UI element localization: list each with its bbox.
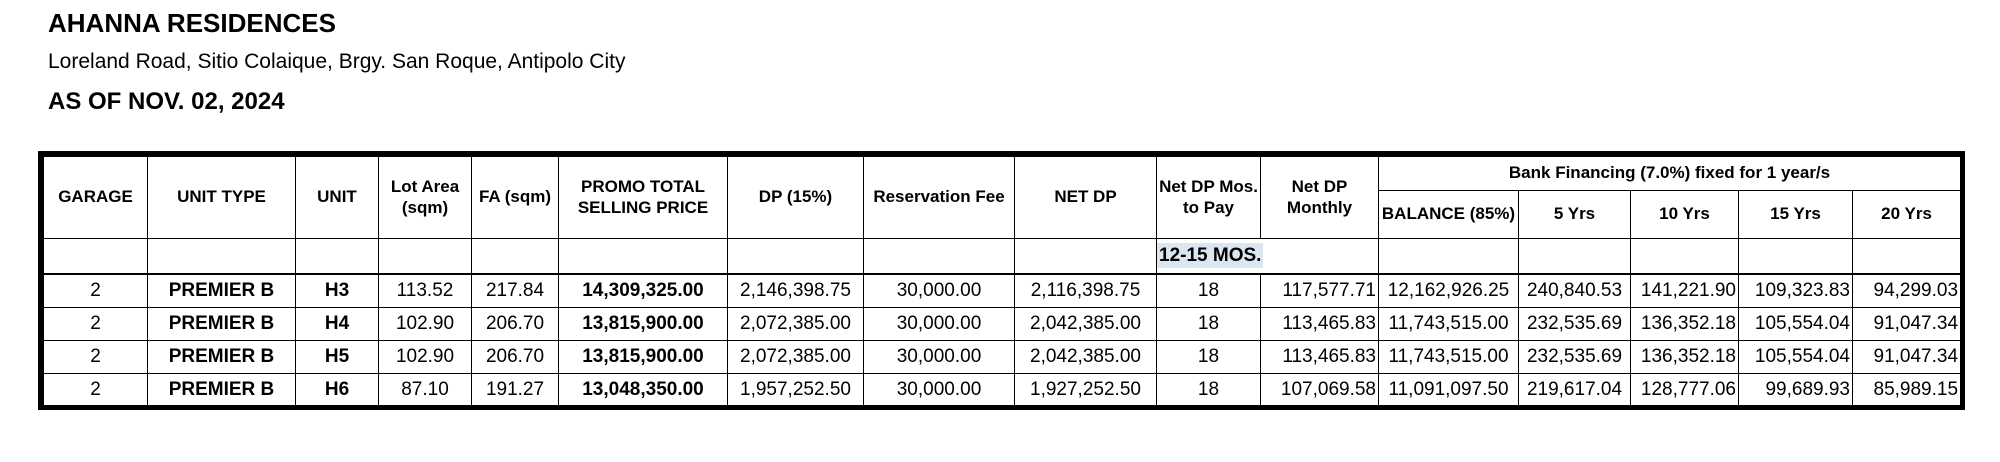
cell-lot-area: 102.90: [379, 341, 472, 374]
cell-y20: 85,989.15: [1853, 374, 1961, 407]
cell-net-dp: 2,042,385.00: [1015, 308, 1157, 341]
cell-balance: 12,162,926.25: [1379, 274, 1519, 308]
cell-dp: 2,072,385.00: [728, 308, 864, 341]
cell-promo-tcp: 14,309,325.00: [559, 274, 728, 308]
col-header-bank-financing: Bank Financing (7.0%) fixed for 1 year/s: [1379, 157, 1961, 191]
table-row: [44, 374, 1961, 407]
table-body: [44, 239, 1961, 407]
cell-y15: 99,689.93: [1739, 374, 1853, 407]
project-address: Loreland Road, Sitio Colaique, Brgy. San Roque, Antipolo City: [48, 50, 626, 73]
cell-promo-tcp: 13,815,900.00: [559, 341, 728, 374]
col-header-20yrs: 20 Yrs: [1853, 191, 1961, 239]
cell-monthly: 113,465.83: [1261, 341, 1379, 374]
cell-dp: 2,072,385.00: [728, 341, 864, 374]
cell-garage: 2: [44, 341, 148, 374]
cell-monthly: 113,465.83: [1261, 308, 1379, 341]
cell-balance: 11,091,097.50: [1379, 374, 1519, 407]
cell-unit-type: PREMIER B: [148, 274, 296, 308]
col-header-10yrs: 10 Yrs: [1631, 191, 1739, 239]
cell-garage: 2: [44, 374, 148, 407]
cell-reservation-fee: 30,000.00: [864, 274, 1015, 308]
cell-y15: 105,554.04: [1739, 308, 1853, 341]
cell-balance: 11,743,515.00: [1379, 308, 1519, 341]
col-header-fa: FA (sqm): [472, 157, 559, 239]
cell-net-dp: 1,927,252.50: [1015, 374, 1157, 407]
as-of-date: AS OF NOV. 02, 2024: [48, 88, 285, 115]
cell-y10: 136,352.18: [1631, 341, 1739, 374]
cell-dp: 2,146,398.75: [728, 274, 864, 308]
cell-unit-type: PREMIER B: [148, 308, 296, 341]
project-title: AHANNA RESIDENCES: [48, 8, 336, 38]
cell-mos: 18: [1157, 341, 1261, 374]
cell-unit: H4: [296, 308, 379, 341]
cell-y5: 232,535.69: [1519, 341, 1631, 374]
price-list-table: [38, 151, 1965, 410]
cell-y20: 94,299.03: [1853, 274, 1961, 308]
col-header-dp: DP (15%): [728, 157, 864, 239]
cell-net-dp: 2,042,385.00: [1015, 341, 1157, 374]
col-header-balance: BALANCE (85%): [1379, 191, 1519, 239]
cell-promo-tcp: 13,048,350.00: [559, 374, 728, 407]
table-row: [44, 308, 1961, 341]
cell-monthly: 107,069.58: [1261, 374, 1379, 407]
cell-y10: 128,777.06: [1631, 374, 1739, 407]
col-header-unit-type: UNIT TYPE: [148, 157, 296, 239]
col-header-lot-area: Lot Area (sqm): [379, 157, 472, 239]
cell-fa: 217.84: [472, 274, 559, 308]
cell-balance: 11,743,515.00: [1379, 341, 1519, 374]
cell-reservation-fee: 30,000.00: [864, 341, 1015, 374]
cell-y20: 91,047.34: [1853, 341, 1961, 374]
col-header-net-dp-mos: Net DP Mos. to Pay: [1157, 157, 1261, 239]
cell-fa: 206.70: [472, 341, 559, 374]
cell-mos: 18: [1157, 374, 1261, 407]
cell-y5: 232,535.69: [1519, 308, 1631, 341]
term-row: [44, 239, 1961, 275]
cell-unit-type: PREMIER B: [148, 374, 296, 407]
cell-mos: 18: [1157, 274, 1261, 308]
cell-reservation-fee: 30,000.00: [864, 374, 1015, 407]
cell-y20: 91,047.34: [1853, 308, 1961, 341]
cell-reservation-fee: 30,000.00: [864, 308, 1015, 341]
cell-lot-area: 87.10: [379, 374, 472, 407]
cell-fa: 206.70: [472, 308, 559, 341]
cell-dp: 1,957,252.50: [728, 374, 864, 407]
cell-promo-tcp: 13,815,900.00: [559, 308, 728, 341]
cell-garage: 2: [44, 308, 148, 341]
cell-unit-type: PREMIER B: [148, 341, 296, 374]
term-label: 12-15 MOS.: [1159, 245, 1262, 266]
cell-lot-area: 102.90: [379, 308, 472, 341]
cell-y10: 136,352.18: [1631, 308, 1739, 341]
col-header-net-dp: NET DP: [1015, 157, 1157, 239]
cell-monthly: 117,577.71: [1261, 274, 1379, 308]
cell-y5: 240,840.53: [1519, 274, 1631, 308]
cell-garage: 2: [44, 274, 148, 308]
col-header-net-dp-monthly: Net DP Monthly: [1261, 157, 1379, 239]
table-row: [44, 274, 1961, 308]
col-header-reservation-fee: Reservation Fee: [864, 157, 1015, 239]
cell-unit: H6: [296, 374, 379, 407]
cell-y10: 141,221.90: [1631, 274, 1739, 308]
cell-y15: 109,323.83: [1739, 274, 1853, 308]
cell-lot-area: 113.52: [379, 274, 472, 308]
cell-y5: 219,617.04: [1519, 374, 1631, 407]
col-header-promo-tcp: PROMO TOTAL SELLING PRICE: [559, 157, 728, 239]
col-header-5yrs: 5 Yrs: [1519, 191, 1631, 239]
cell-y15: 105,554.04: [1739, 341, 1853, 374]
cell-net-dp: 2,116,398.75: [1015, 274, 1157, 308]
cell-fa: 191.27: [472, 374, 559, 407]
table-header: [44, 157, 1961, 239]
cell-unit: H3: [296, 274, 379, 308]
table-row: [44, 341, 1961, 374]
col-header-garage: GARAGE: [44, 157, 148, 239]
col-header-unit: UNIT: [296, 157, 379, 239]
cell-mos: 18: [1157, 308, 1261, 341]
cell-unit: H5: [296, 341, 379, 374]
col-header-15yrs: 15 Yrs: [1739, 191, 1853, 239]
